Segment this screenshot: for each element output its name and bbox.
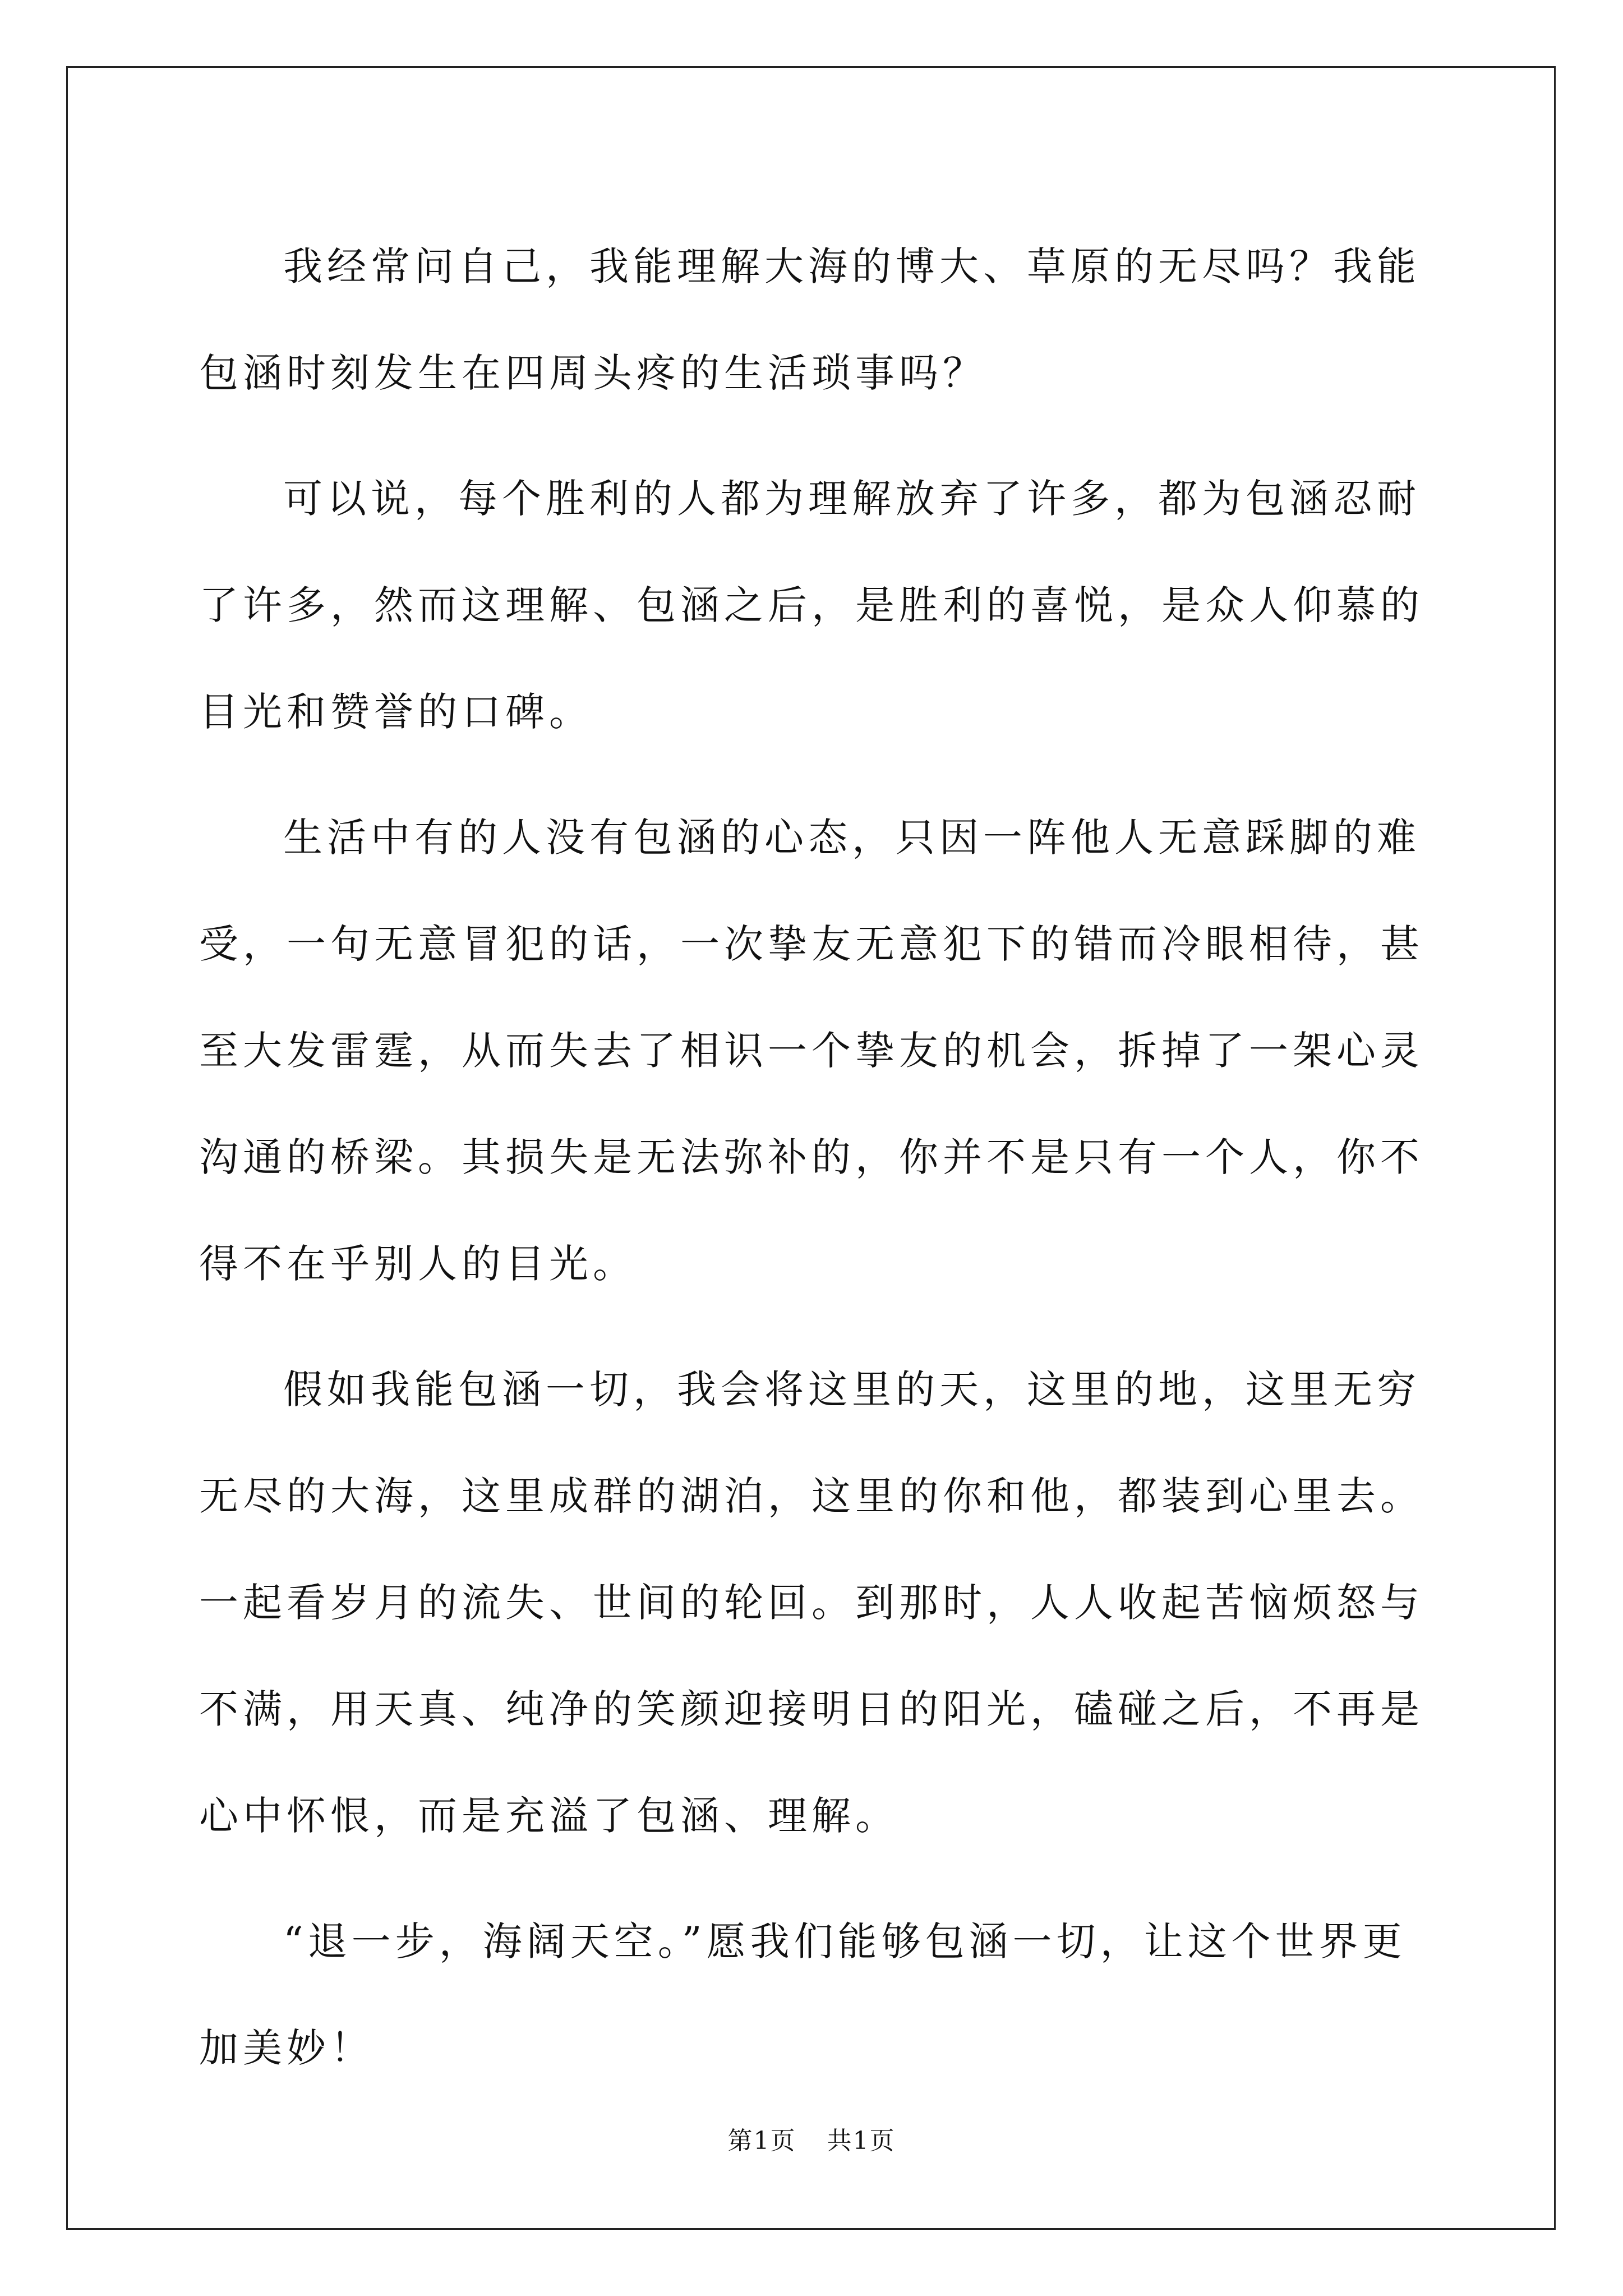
- page-footer: [0, 2120, 1623, 2156]
- page-number-total: 共1页: [827, 2127, 896, 2155]
- paragraph-5: “退一步，海阔天空。”愿我们能够包涵一切，让这个世界更加美妙！: [199, 1918, 1407, 2071]
- page-number-current: 第1页: [727, 2127, 796, 2155]
- paragraph-1: 我经常问自己，我能理解大海的博大、草原的无尽吗？我能包涵时刻发生在四周头疼的生活琐事吗？: [199, 243, 1421, 396]
- document-body: [199, 213, 1427, 2120]
- paragraph-3: 生活中有的人没有包涵的心态，只因一阵他人无意踩脚的难受，一句无意冒犯的话，一次挚友无意犯下的错而冷眼相待，甚至大发雷霆，从而失去了相识一个挚友的机会，拆掉了一架心灵沟通的桥梁。其损失是无法弥补的，你并不是只有一个人，你不得不在乎别人的目光。: [199, 815, 1424, 1287]
- paragraph-4: 假如我能包涵一切，我会将这里的天，这里的地，这里无穷无尽的大海，这里成群的湖泊，这里的你和他，都装到心里去。一起看岁月的流失、世间的轮回。到那时，人人收起苦恼烦怒与不满，用天真、纯净的笑颜迎接明日的阳光，磕碰之后，不再是心中怀恨，而是充溢了包涵、理解。: [199, 1366, 1424, 1839]
- paragraph-2: 可以说，每个胜利的人都为理解放弃了许多，都为包涵忍耐了许多，然而这理解、包涵之后，是胜利的喜悦，是众人仰慕的目光和赞誉的口碑。: [199, 476, 1424, 735]
